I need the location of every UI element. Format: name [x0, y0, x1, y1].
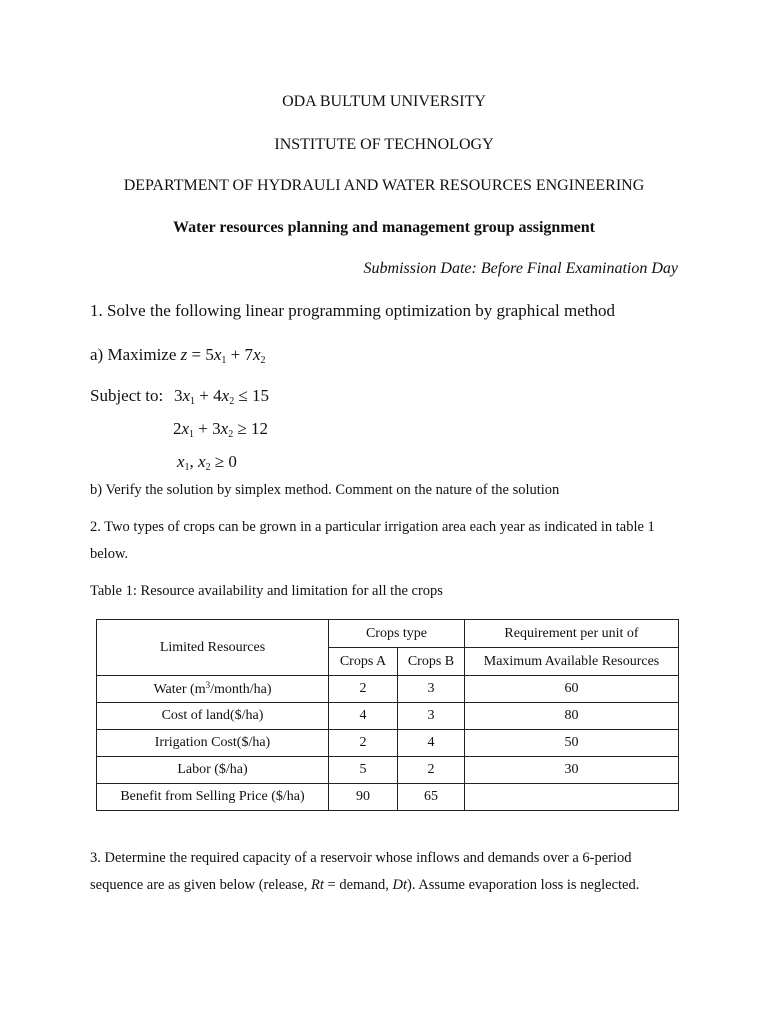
objective-function: a) Maximize $z = 5x_1 + 7x_2$ [90, 345, 266, 366]
crop-a-cell: 2 [329, 676, 398, 703]
question-3-line-1: 3. Determine the required capacity of a reservoir whose inflows and demands over a 6-period [90, 850, 632, 866]
header-limited-resources: Limited Resources [97, 620, 329, 676]
submission-date: Submission Date: Before Final Examination Day [363, 260, 678, 277]
constraint-2: $2x_1 + 3x_2 \ge 12$ [173, 419, 269, 440]
crop-b-cell: 2 [398, 757, 465, 784]
header-crops-type: Crops type [329, 620, 465, 648]
crop-b-cell: 3 [398, 703, 465, 730]
max-cell: 50 [465, 730, 679, 757]
header-max-available: Maximum Available Resources [465, 648, 679, 676]
constraint-1: $3x_1 + 4x_2 \le 15$ [174, 386, 270, 407]
crop-b-cell: 3 [398, 676, 465, 703]
crop-b-cell: 4 [398, 730, 465, 757]
resource-cell: Water $(m^3/month/ha)$ [97, 676, 329, 703]
crop-b-cell: 65 [398, 784, 465, 811]
resource-table [96, 619, 679, 811]
header-requirement: Requirement per unit of [465, 620, 679, 648]
question-1-intro: 1. Solve the following linear programming optimization by graphical method [90, 301, 615, 320]
crop-a-cell: 2 [329, 730, 398, 757]
max-cell: 60 [465, 676, 679, 703]
resource-cell: Cost of land($/ha) [97, 703, 329, 730]
max-cell [465, 784, 679, 811]
max-cell: 30 [465, 757, 679, 784]
resource-cell: Benefit from Selling Price ($/ha) [97, 784, 329, 811]
header-crop-b: Crops B [398, 648, 465, 676]
subject-to-label: Subject to: [90, 386, 164, 405]
question-2-line-1: 2. Two types of crops can be grown in a particular irrigation area each year as indicated in table 1 [90, 519, 655, 535]
header-crop-a: Crops A [329, 648, 398, 676]
table-row [97, 730, 679, 757]
question-3-line-2: sequence are as given below (release, Rt = demand, Dt). Assume evaporation loss is neglected. [90, 877, 640, 893]
constraint-non-negativity: $x_1$, $x_2 \ge 0$ [177, 452, 237, 473]
table-row [97, 784, 679, 811]
crop-a-cell: 90 [329, 784, 398, 811]
crop-a-cell: 5 [329, 757, 398, 784]
question-2-line-2: below. [90, 546, 129, 562]
resource-cell: Irrigation Cost($/ha) [97, 730, 329, 757]
table-caption: Table 1: Resource availability and limitation for all the crops [90, 583, 443, 599]
table-row [97, 703, 679, 730]
table-header-row [97, 620, 679, 648]
institute-name: INSTITUTE OF TECHNOLOGY [274, 136, 494, 153]
resource-cell: Labor ($/ha) [97, 757, 329, 784]
table-row [97, 757, 679, 784]
max-cell: 80 [465, 703, 679, 730]
question-1b: b) Verify the solution by simplex method. Comment on the nature of the solution [90, 482, 560, 498]
department-name: DEPARTMENT OF HYDRAULI AND WATER RESOURCES ENGINEERING [123, 177, 645, 194]
university-name: ODA BULTUM UNIVERSITY [282, 93, 486, 110]
crop-a-cell: 4 [329, 703, 398, 730]
table-row [97, 676, 679, 703]
assignment-title: Water resources planning and management group assignment [173, 219, 595, 236]
